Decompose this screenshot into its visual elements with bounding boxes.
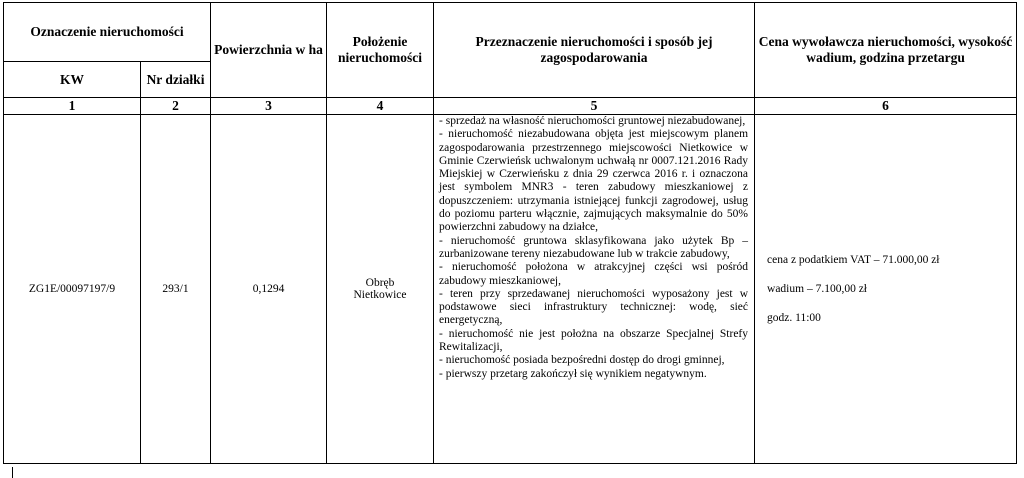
price-godzina: godz. 11:00 bbox=[767, 312, 821, 324]
purpose-item: - sprzedaż na własność nieruchomości gruntowej niezabudowanej, bbox=[439, 115, 746, 127]
header-kw: KW bbox=[4, 62, 141, 98]
header-oznaczenie: Oznaczenie nieruchomości bbox=[4, 3, 211, 62]
purpose-item: - nieruchomość położona w atrakcyjnej części wsi pośród zabudowy mieszkaniowej, bbox=[439, 261, 749, 287]
price-vat: cena z podatkiem VAT – 71.000,00 zł bbox=[767, 254, 940, 266]
purpose-item: - nieruchomość posiada bezpośredni dostęp do drogi gminnej, bbox=[439, 354, 725, 367]
property-table bbox=[3, 2, 1017, 464]
column-number: 6 bbox=[755, 98, 1017, 115]
polozenie-miejscowosc: Nietkowice bbox=[353, 289, 407, 301]
column-number: 4 bbox=[327, 98, 434, 115]
cell-cena bbox=[755, 115, 1017, 464]
header-polozenie: Położenie nieruchomości bbox=[327, 3, 434, 98]
column-number: 5 bbox=[434, 98, 755, 115]
cell-powierzchnia: 0,1294 bbox=[211, 115, 327, 464]
column-number: 2 bbox=[141, 98, 211, 115]
purpose-item: - teren przy sprzedawanej nieruchomości wyposażony jest w podstawowe sieci infrastruktury technicznej: wodę, sieć energetyczną, bbox=[439, 287, 749, 327]
header-cena: Cena wywoławcza nieruchomości, wysokość wadium, godzina przetargu bbox=[755, 3, 1017, 98]
header-przeznaczenie: Przeznaczenie nieruchomości i sposób jej zagospodarowania bbox=[434, 3, 755, 98]
cell-polozenie bbox=[327, 115, 434, 464]
purpose-item: - nieruchomość nie jest położna na obszarze Specjalnej Strefy Rewitalizacji, bbox=[439, 327, 749, 354]
header-nr-dzialki: Nr działki bbox=[141, 62, 211, 98]
column-number: 3 bbox=[211, 98, 327, 115]
purpose-item: - nieruchomość gruntowa sklasyfikowana jako użytek Bp – zurbanizowane tereny niezabudowane lub w trakcie zabudowy, bbox=[439, 234, 749, 260]
text-cursor bbox=[12, 467, 13, 478]
cell-nr-dzialki: 293/1 bbox=[141, 115, 211, 464]
cell-przeznaczenie bbox=[434, 115, 755, 464]
price-wadium: wadium – 7.100,00 zł bbox=[767, 283, 867, 295]
column-number: 1 bbox=[4, 98, 141, 115]
cell-kw: ZG1E/00097197/9 bbox=[4, 115, 141, 464]
purpose-item: - nieruchomość niezabudowana objęta jest miejscowym planem zagospodarowania przestrzennego miejscowości Nietkowice w Gminie Czerwieńsk uchwalonym uchwałą nr 0007.121.2016 Rady Miejskiej w Czerwieńsku z dnia 29 czerwca 2016 r. i oznaczona jest symbolem MNR3 - teren zabudowy mieszkaniowej z dopuszczeniem: utrzymania istniejącej funkcji zagrodowej, usług do poziomu parteru włącznie, zajmujących maksymalnie do 50% powierzchni zabudowy na działce, bbox=[439, 128, 749, 234]
purpose-item: - pierwszy przetarg zakończył się wynikiem negatywnym. bbox=[439, 367, 707, 380]
polozenie-obreb: Obręb bbox=[365, 277, 395, 289]
header-powierzchnia: Powierzchnia w ha bbox=[211, 3, 327, 98]
